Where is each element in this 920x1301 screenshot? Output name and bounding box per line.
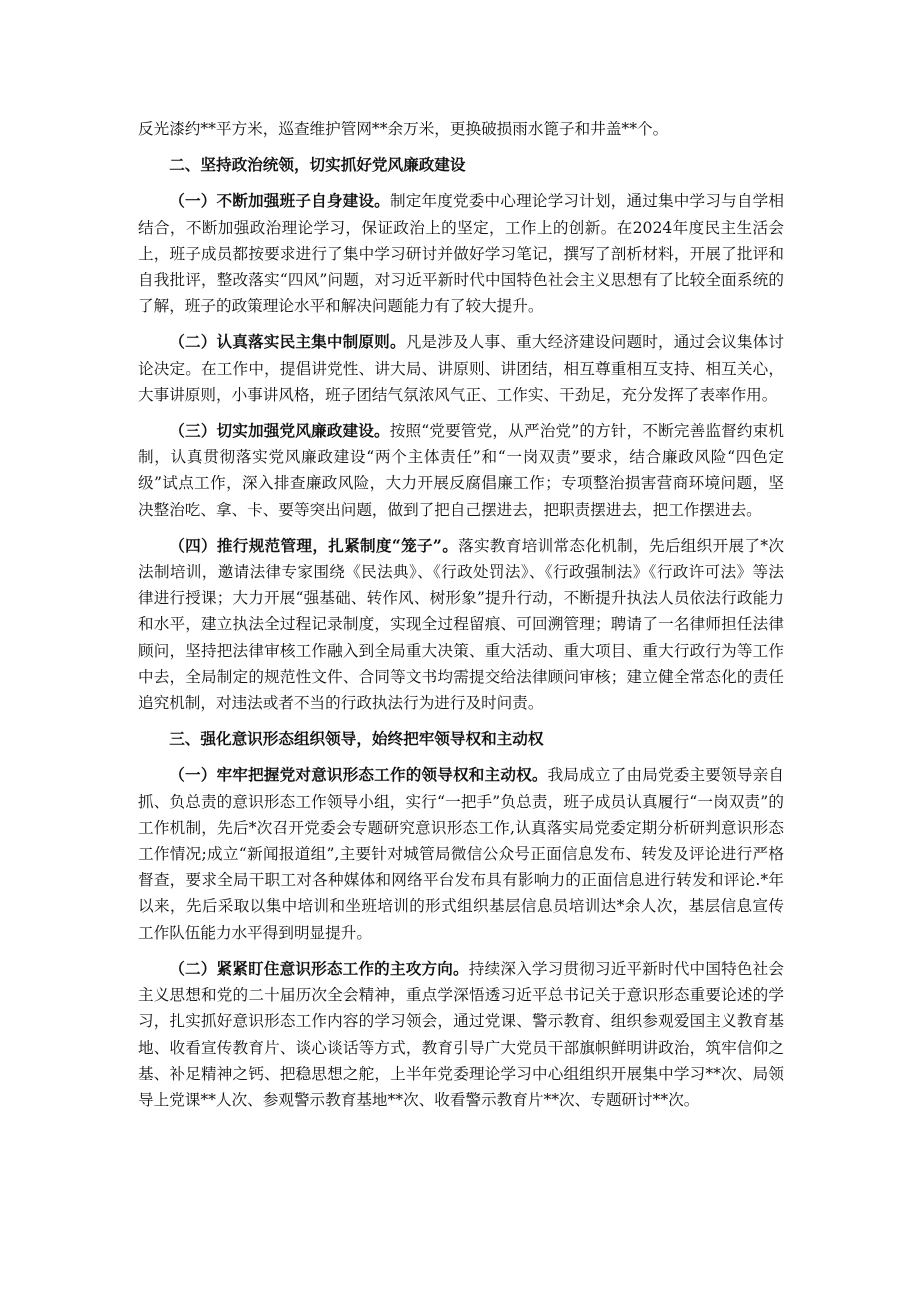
paragraph-lead: （一）牢牢把握党对意识形态工作的领导权和主动权。 xyxy=(169,765,548,785)
paragraph-text: 持续深入学习贯彻习近平新时代中国特色社会主义思想和党的二十届历次全会精神，重点学深悟透习近平总书记关于意识形态重要论述的学习，扎实抓好意识形态工作内容的学习领会，通过党课、警示教育、组织参观爱国主义教育基地、收看宣传教育片、谈心谈话等方式，教育引导广大党员干部旗帜鲜明讲政治，筑牢信仰之基、补足精神之钙、把稳思想之舵，上半年党委理论学习中心组组织开展集中学习**次、局领导上党课**人次、参观警示教育基地**次、收看警示教育片**次、专题研讨**次。 xyxy=(138,959,784,1109)
document-body xyxy=(138,116,784,1123)
intro-continuation: 反光漆约**平方米，巡查维护管网**余万米，更换破损雨水篦子和井盖**个。 xyxy=(138,120,669,138)
section2-paragraph-4 xyxy=(138,533,784,716)
section3-paragraph-2 xyxy=(138,956,784,1113)
section2-paragraph-1 xyxy=(138,188,784,319)
section3-paragraph-1 xyxy=(138,762,784,945)
paragraph-lead: （三）切实加强党风廉政建设。 xyxy=(169,421,390,441)
section3-heading: 三、强化意识形态组织领导，始终把牢领导权和主动权 xyxy=(169,729,544,749)
paragraph-text: 凡是涉及人事、重大经济建设问题时，通过会议集体讨论决定。在工作中，提倡讲党性、讲大局、讲原则、讲团结，相互尊重相互支持、相互关心，大事讲原则，小事讲风格，班子团结气氛浓风气正、工作实、干劲足，充分发挥了表率作用。 xyxy=(138,333,784,404)
paragraph-text: 制定年度党委中心理论学习计划，通过集中学习与自学相结合，不断加强政治理论学习，保证政治上的坚定，工作上的创新。在2024年度民主生活会上，班子成员都按要求进行了集中学习研讨并做好学习笔记，撰写了剖析材料，开展了批评和自我批评，整改落实“四风”问题，对习近平新时代中国特色社会主义思想有了比较全面系统的了解，班子的政策理论水平和解决问题能力有了较大提升。 xyxy=(138,192,784,316)
paragraph-text: 按照“党要管党，从严治党”的方针，不断完善监督约束机制，认真贯彻落实党风廉政建设“两个主体责任”和“一岗双责”要求，结合廉政风险“四色定级”试点工作，深入排查廉政风险，大力开展反腐倡廉工作；专项整治损害营商环境问题，坚决整治吃、拿、卡、要等突出问题，做到了把自己摆进去，把职责摆进去，把工作摆进去。 xyxy=(138,422,784,519)
paragraph-lead: （二）紧紧盯住意识形态工作的主攻方向。 xyxy=(169,958,469,978)
paragraph-text: 我局成立了由局党委主要领导亲自抓、负总责的意识形态工作领导小组，实行“一把手”负总责，班子成员认真履行“一岗双责”的工作机制，先后*次召开党委会专题研究意识形态工作,认真落实局党委定期分析研判意识形态工作情况;成立“新闻报道组”,主要针对城管局微信公众号正面信息发布、转发及评论进行严格督查，要求全局干职工对各种媒体和网络平台发布具有影响力的正面信息进行转发和评论.*年以来，先后采取以集中培训和坐班培训的形式组织基层信息员培训达*余人次，基层信息宣传工作队伍能力水平得到明显提升。 xyxy=(138,766,784,942)
paragraph-text: 落实教育培训常态化机制，先后组织开展了*次法制培训，邀请法律专家围绕《民法典》、《行政处罚法》、《行政强制法》《行政许可法》等法律进行授课；大力开展“强基础、转作风、树形象”提升行动，不断提升执法人员依法行政能力和水平，建立执法全过程记录制度，实现全过程留痕、可回溯管理；聘请了一名律师担任法律顾问，坚持把法律审核工作融入到全局重大决策、重大活动、重大项目、重大行政行为等工作中去，全局制定的规范性文件、合同等文书均需提交给法律顾问审核；建立健全常态化的责任追究机制，对违法或者不当的行政执法行为进行及时问责。 xyxy=(138,536,784,713)
section2-paragraph-2 xyxy=(138,329,784,408)
paragraph-lead: （二）认真落实民主集中制原则。 xyxy=(169,332,406,352)
paragraph-lead: （四）推行规范管理，扎紧制度“笼子”。 xyxy=(169,535,459,555)
paragraph-lead: （一）不断加强班子自身建设。 xyxy=(169,191,390,211)
section2-paragraph-3 xyxy=(138,418,784,523)
section2-heading: 二、坚持政治统领，切实抓好党风廉政建设 xyxy=(169,155,466,175)
